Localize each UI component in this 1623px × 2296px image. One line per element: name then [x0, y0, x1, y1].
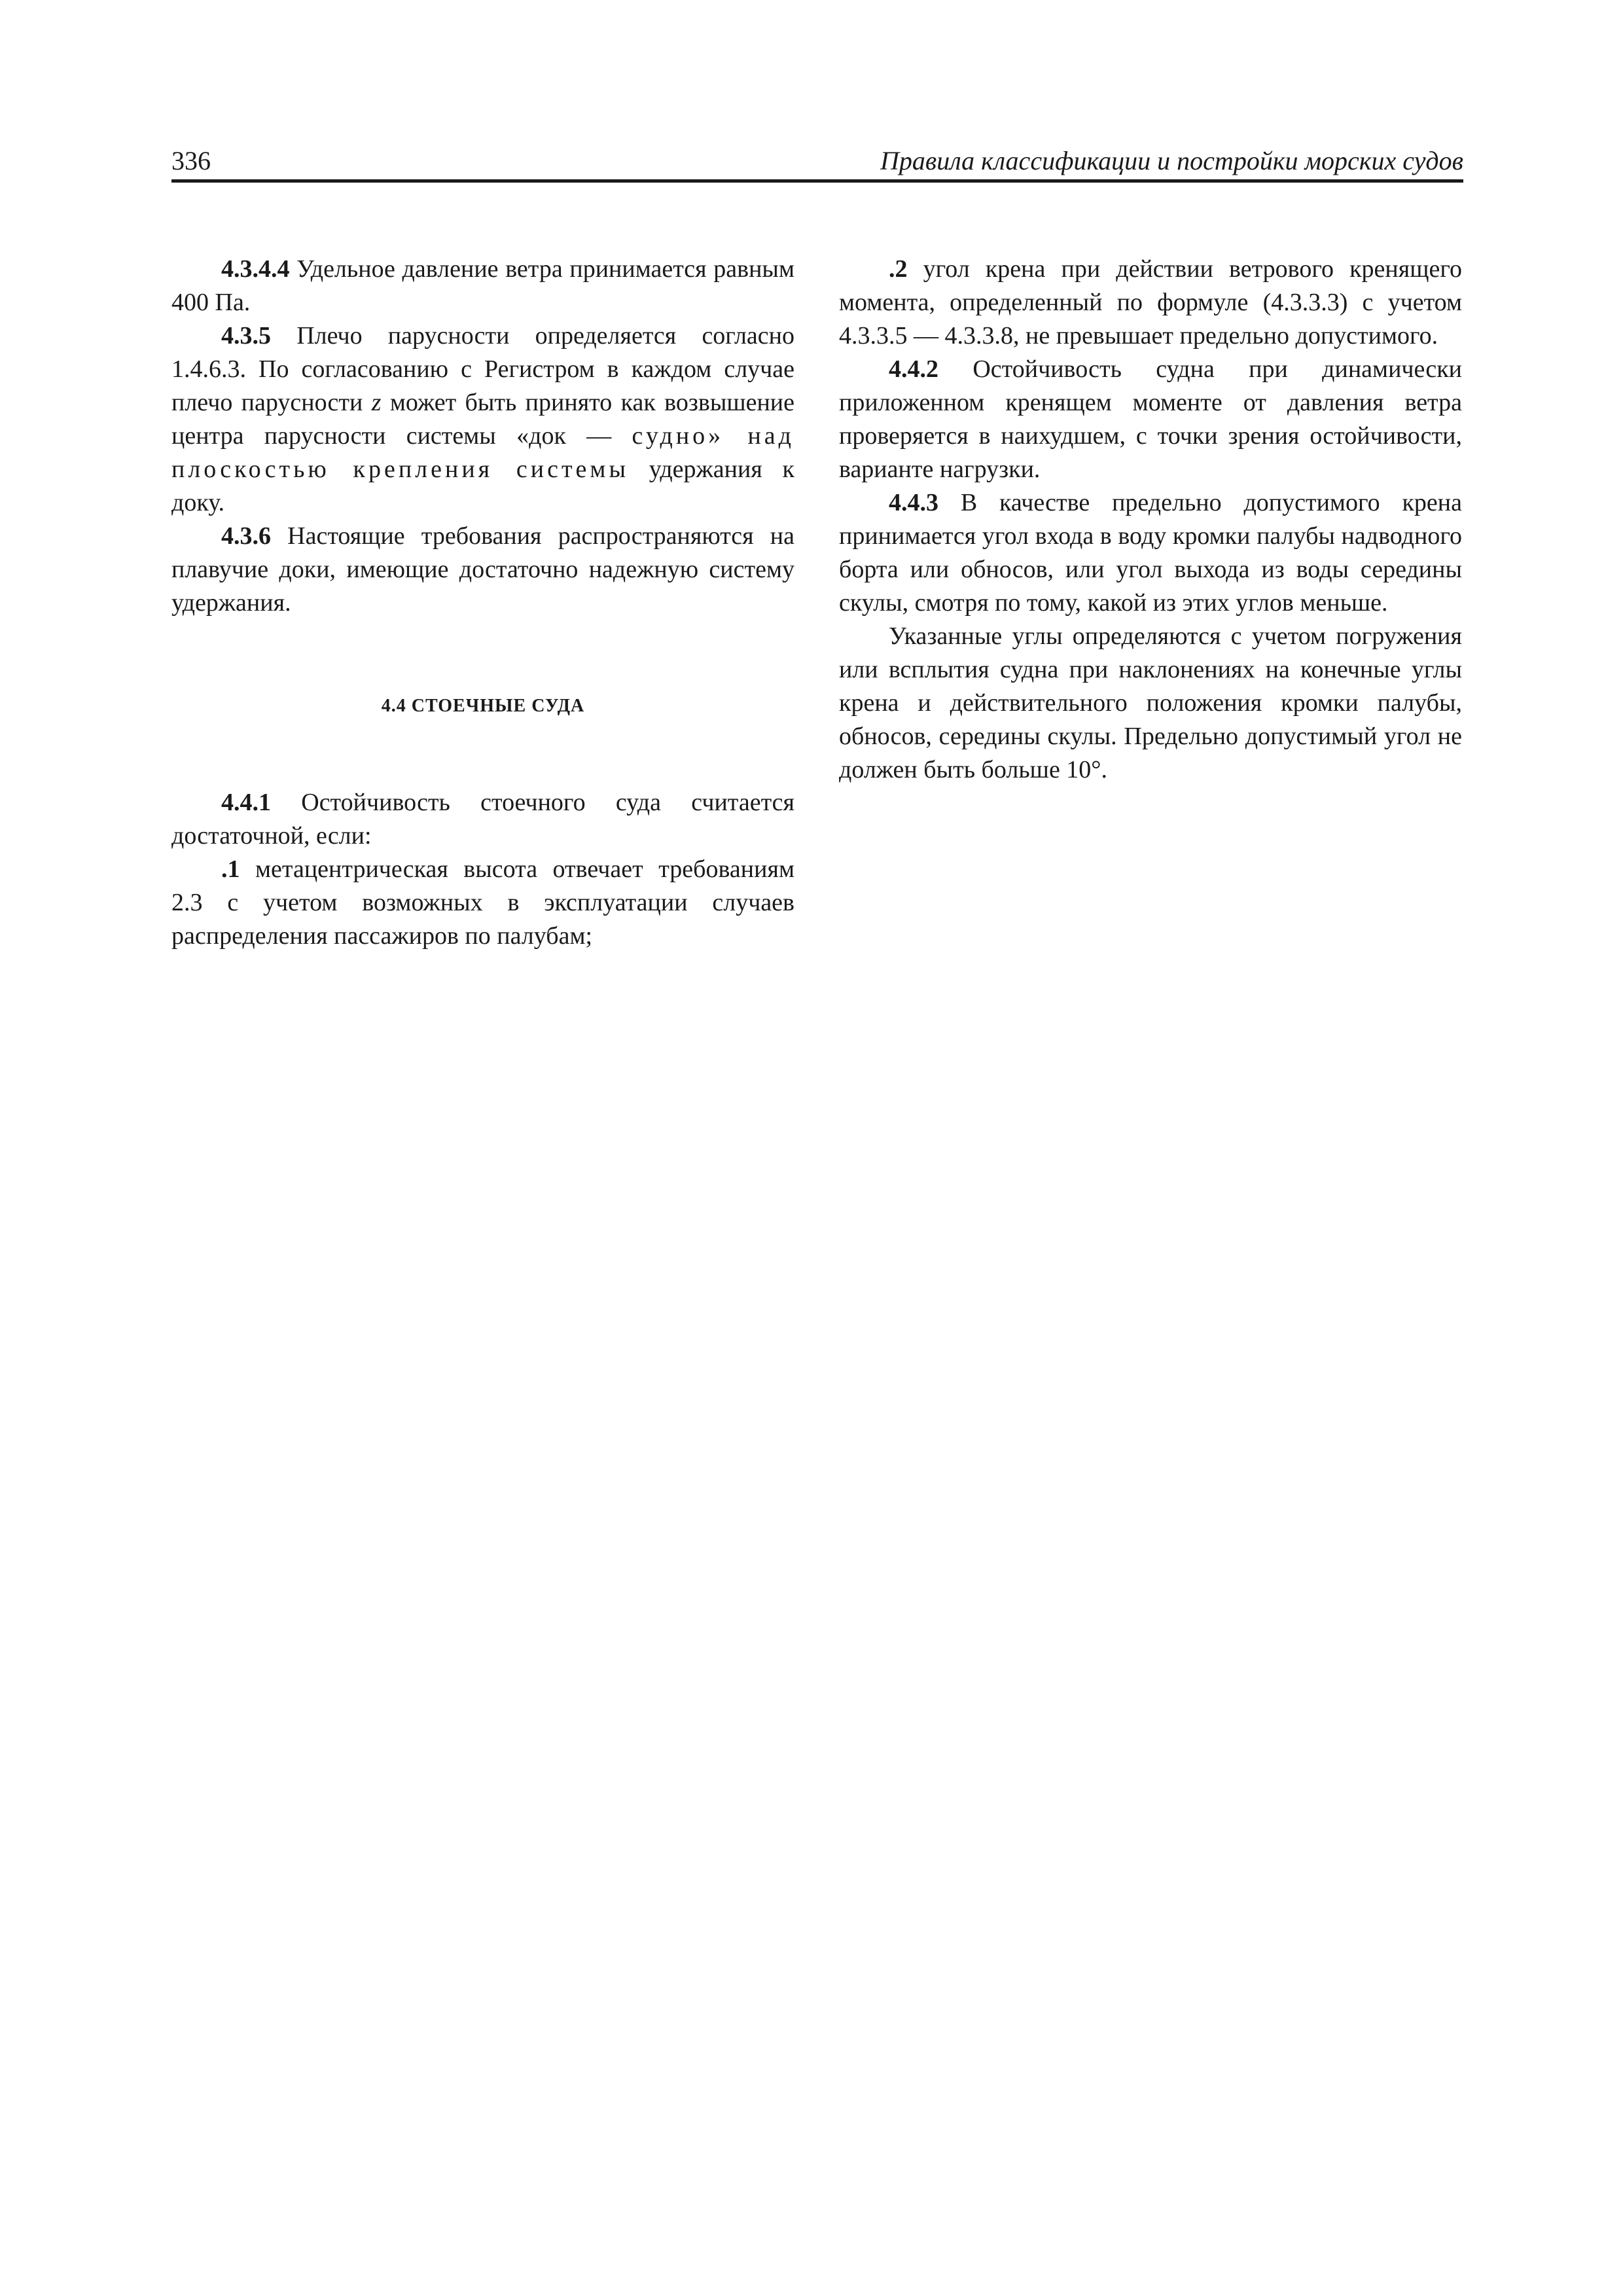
- left-column: [171, 253, 794, 953]
- paragraph-angles: [839, 620, 1462, 787]
- clause-number: 4.4.1: [221, 789, 271, 816]
- paragraph-text: Настоящие требования распространяются на плавучие доки, имеющие достаточно надежную систему удержания.: [171, 522, 794, 617]
- paragraph-4-3-4-4: [171, 253, 794, 319]
- section-heading: 4.4 СТОЕЧНЫЕ СУДА: [381, 696, 585, 716]
- paragraph-4-3-5: [171, 319, 794, 520]
- clause-number: 4.3.4.4: [221, 255, 290, 283]
- clause-number: 4.3.5: [221, 322, 271, 350]
- page-number: 336: [171, 146, 211, 175]
- list-item-2: [839, 253, 1462, 353]
- page-header: [171, 139, 1463, 183]
- paragraph-text: Остойчивость судна при динамически приложенном кренящем моменте от давления ветра проверяется в наихудшем, с точки зрения остойчивости, варианте нагрузки.: [839, 355, 1463, 483]
- paragraph-text: Остойчивость стоечного суда считается достаточной, если:: [171, 789, 795, 850]
- clause-number: 4.4.2: [889, 355, 938, 383]
- paragraph-text: Указанные углы определяются с учетом погружения или всплытия судна при наклонениях на конечные углы крена и действительного положения кромки палубы, обносов, середины скулы. Предельно допустимый угол не должен быть больше 10°.: [839, 622, 1462, 783]
- right-column: [839, 253, 1462, 787]
- paragraph-4-3-6: [171, 520, 794, 620]
- paragraph-text: может быть принято как возвышение центра парусности системы «док —: [171, 389, 795, 450]
- paragraph-4-4-2: [839, 353, 1462, 486]
- paragraph-text: В качестве предельно допустимого крена принимается угол входа в воду кромки палубы надводного борта или обносов, или угол выхода из воды середины скулы, смотря по тому, какой из этих углов меньше.: [839, 489, 1462, 617]
- paragraph-text-spaced: судно» над плоскостью крепления системы: [171, 422, 794, 483]
- clause-number: 4.3.6: [221, 522, 271, 550]
- list-number: .1: [221, 855, 240, 883]
- paragraph-text: удержания к доку.: [171, 456, 795, 516]
- variable-z: z: [371, 389, 382, 416]
- paragraph-text: угол крена при действии ветрового кренящего момента, определенный по формуле (4.3.3.3) с учетом 4.3.3.5 — 4.3.3.8, не превышает предельно допустимого.: [839, 255, 1462, 350]
- paragraph-text: Плечо парусности определяется согласно 1.4.6.3. По согласованию с Регистром в каждом случае плечо парусности: [171, 322, 794, 416]
- paragraph-4-4-1: [171, 786, 794, 853]
- clause-number: 4.4.3: [889, 489, 938, 516]
- paragraph-text: Удельное давление ветра принимается равным 400 Па.: [171, 255, 795, 316]
- list-number: .2: [889, 255, 908, 283]
- list-item-1: [171, 853, 794, 953]
- running-title: Правила классификации и постройки морских судов: [880, 146, 1463, 175]
- paragraph-4-4-3: [839, 486, 1462, 620]
- paragraph-text: метацентрическая высота отвечает требованиям 2.3 с учетом возможных в эксплуатации случаев распределения пассажиров по палубам;: [171, 855, 794, 950]
